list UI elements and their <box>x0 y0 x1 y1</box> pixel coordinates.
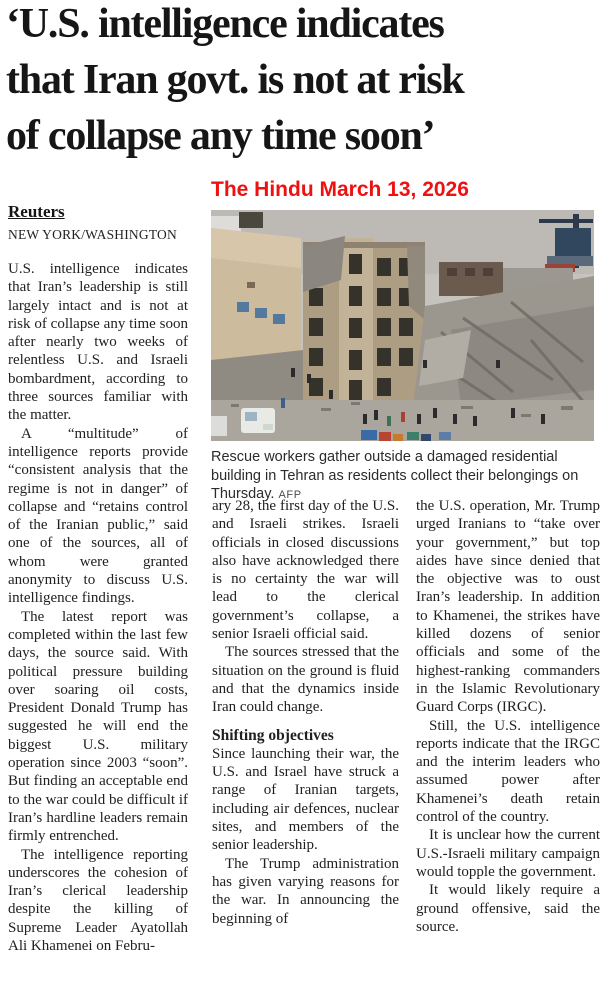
background-building <box>439 262 503 296</box>
headline-line-2: that Iran govt. is not at risk <box>6 57 464 103</box>
damaged-wall <box>211 228 301 372</box>
collapsed-building <box>303 236 425 408</box>
article-column-right <box>416 497 600 1000</box>
article-column-middle <box>212 497 399 1000</box>
article-column-left <box>8 260 188 1000</box>
headline-line-1: ‘U.S. intelligence indicates <box>6 1 444 47</box>
article-paragraph: U.S. intelligence indicates that Iran’s leadership is still largely intact and is not at risk of collapse any time soon after nearly two weeks of relentless U.S. and Israeli bombardment, according to three sources familiar with the matter. <box>8 261 188 424</box>
headline-line-3: of collapse any time soon’ <box>6 113 435 159</box>
article-paragraph: Since launching their war, the U.S. and Israel have struck a range of Iranian targets, including air defences, nuclear sites, and members of the senior leadership. <box>212 745 399 854</box>
news-agency: Reuters <box>8 202 65 221</box>
byline-location: NEW YORK/WASHINGTON <box>8 227 177 242</box>
article-paragraph: The Trump administration has given varying reasons for the war. In announcing the beginning of <box>212 855 399 927</box>
article-paragraph: A “multitude” of intelligence reports provide “consistent analysis that the regime is not in danger” of collapse and “retains control of the Iranian public,” said one of the sources, all of whom were granted anonymity to discuss U.S. intelligence findings. <box>8 425 188 607</box>
article-photo <box>211 210 594 441</box>
caption-text: Rescue workers gather outside a damaged residential building in Tehran as residents collect their belongings on Thursday. <box>211 449 579 502</box>
article-paragraph: It would likely require a ground offensive, said the source. <box>416 882 600 935</box>
article-paragraph: The sources stressed that the situation on the ground is fluid and that the dynamics inside Iran could change. <box>212 644 399 716</box>
article-paragraph: ary 28, the first day of the U.S. and Israeli strikes. Israeli officials in closed discussions also have acknowledged there is no certainty the war will lead to the clerical government’s collapse, a senior Israeli official said. <box>212 498 399 643</box>
section-subhead: Shifting objectives <box>212 726 334 744</box>
article-paragraph: Still, the U.S. intelligence reports indicate that the IRGC and the interim leaders who assumed power after Khamenei’s death retain control of the country. <box>416 717 600 826</box>
photo-credit: AFP <box>278 489 302 501</box>
article-paragraph: The latest report was completed within the last few days, the source said. With political pressure building over soaring oil costs, President Donald Trump has suggested he will end the biggest U.S. military operation since 2003 “soon”. But finding an acceptable end to the war could be difficult if Iran’s hardline leaders remain firmly entrenched. <box>8 608 188 845</box>
article-paragraph: The intelligence reporting underscores the cohesion of Iran’s clerical leadership despite the killing of Supreme Leader Ayatollah Ali Khamenei on Febru- <box>8 846 188 954</box>
byline <box>8 202 177 243</box>
article-headline <box>6 0 606 164</box>
article-paragraph: It is unclear how the current U.S.-Israeli military campaign would topple the government. <box>416 827 600 880</box>
article-paragraph: the U.S. operation, Mr. Trump urged Iranians to “take over your government,” but top aides have since denied that the objective was to oust Iran’s leadership. In addition to Khamenei, the strikes have killed dozens of senior officials and some of the highest-ranking commanders in the Islamic Revolutionary Guard Corps (IRGC). <box>416 498 600 716</box>
publication-dateline: The Hindu March 13, 2026 <box>211 178 469 201</box>
white-van <box>241 408 275 433</box>
